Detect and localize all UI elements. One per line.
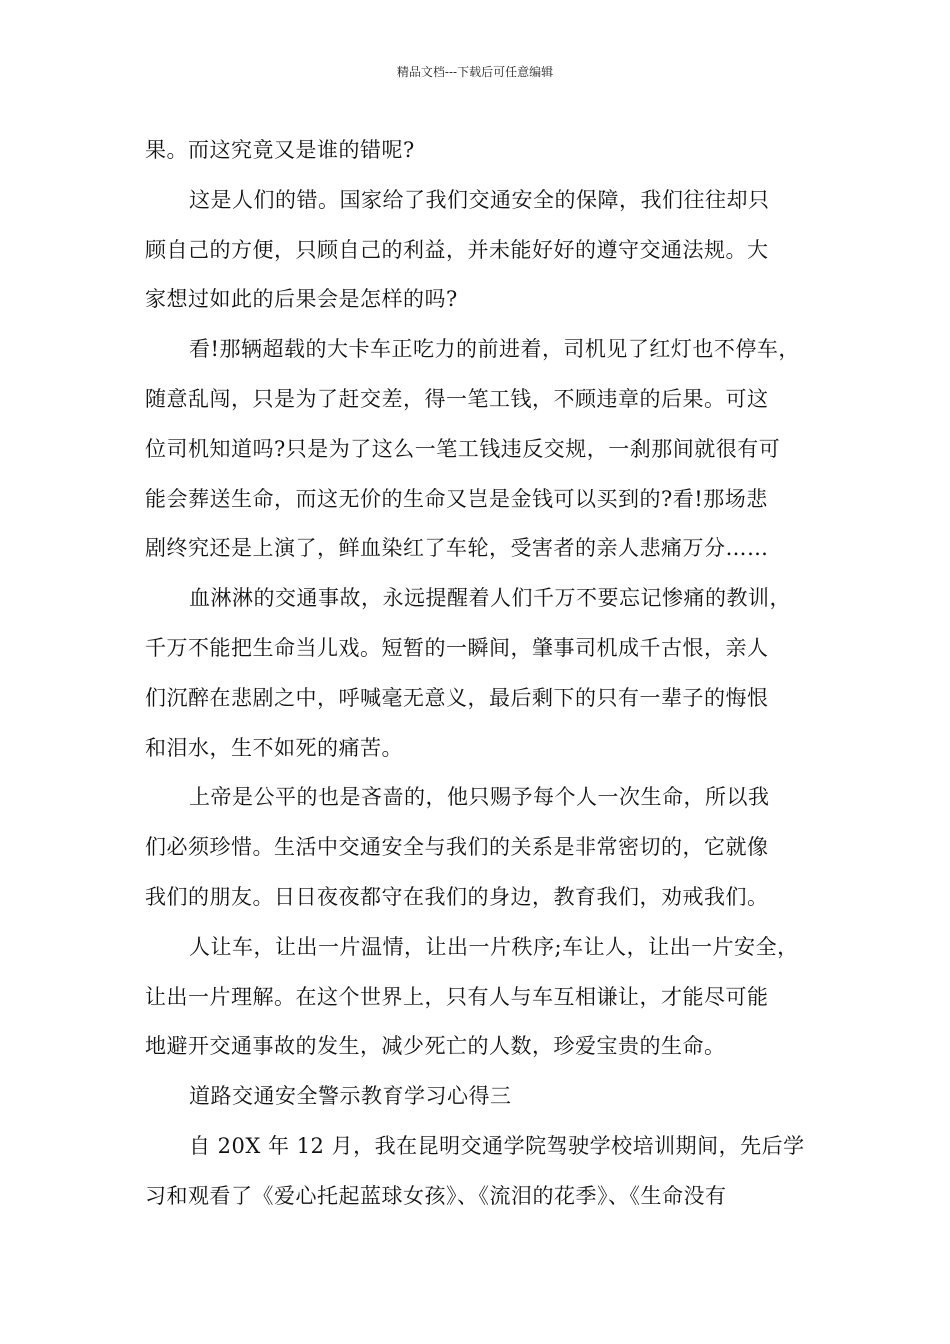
text-line: 习和观看了《爱心托起蓝球女孩》、《流泪的花季》、《生命没有 <box>145 1183 727 1208</box>
text-line: 上帝是公平的也是吝啬的，他只赐予每个人一次生命，所以我 <box>189 785 770 810</box>
text-line: 随意乱闯，只是为了赶交差，得一笔工钱，不顾违章的后果。可这 <box>145 386 769 411</box>
page-header: 精品文档---下载后可任意编辑 <box>396 65 554 79</box>
text-line: 让出一片理解。在这个世界上，只有人与车互相谦让，才能尽可能 <box>145 984 769 1009</box>
text-line: 血淋淋的交通事故，永远提醒着人们千万不要忘记惨痛的教训， <box>189 586 791 611</box>
paragraph <box>145 325 815 574</box>
text-line: 自 20X 年 12 月，我在昆明交通学院驾驶学校培训期间，先后学 <box>189 1133 805 1158</box>
text-line: 千万不能把生命当儿戏。短暂的一瞬间，肇事司机成千古恨，亲人 <box>145 635 769 660</box>
document-body <box>145 126 815 1222</box>
text-line: 人让车，让出一片温情，让出一片秩序;车让人，让出一片安全， <box>189 934 799 959</box>
text-line: 和泪水，生不如死的痛苦。 <box>145 735 403 760</box>
text-line: 果。而这究竟又是谁的错呢? <box>145 138 415 162</box>
text-line: 家想过如此的后果会是怎样的吗? <box>145 287 458 312</box>
text-line: 这是人们的错。国家给了我们交通安全的保障，我们往往却只 <box>189 187 770 212</box>
text-line: 顾自己的方便，只顾自己的利益，并未能好好的遵守交通法规。大 <box>145 237 769 262</box>
text-line: 剧终究还是上演了，鲜血染红了车轮，受害者的亲人悲痛万分…… <box>145 536 769 561</box>
text-line: 看!那辆超载的大卡车正吃力的前进着，司机见了红灯也不停车， <box>189 337 800 362</box>
paragraph <box>145 773 815 922</box>
paragraph <box>145 574 815 773</box>
text-line: 我们的朋友。日日夜夜都守在我们的身边，教育我们，劝戒我们。 <box>145 884 769 909</box>
text-line: 地避开交通事故的发生，减少死亡的人数，珍爱宝贵的生命。 <box>145 1034 726 1059</box>
text-line: 道路交通安全警示教育学习心得三 <box>189 1084 512 1109</box>
paragraph <box>145 126 815 176</box>
text-line: 位司机知道吗?只是为了这么一笔工钱违反交规，一刹那间就很有可 <box>145 436 781 461</box>
text-line: 能会葬送生命，而这无价的生命又岂是金钱可以买到的?看!那场悲 <box>145 486 768 511</box>
paragraph <box>145 176 815 325</box>
text-line: 们沉醉在悲剧之中，呼喊毫无意义，最后剩下的只有一辈子的悔恨 <box>145 685 769 710</box>
text-line: 们必须珍惜。生活中交通安全与我们的关系是非常密切的，它就像 <box>145 835 769 860</box>
section-heading <box>145 1072 815 1122</box>
paragraph <box>145 923 815 1072</box>
paragraph <box>145 1122 815 1222</box>
